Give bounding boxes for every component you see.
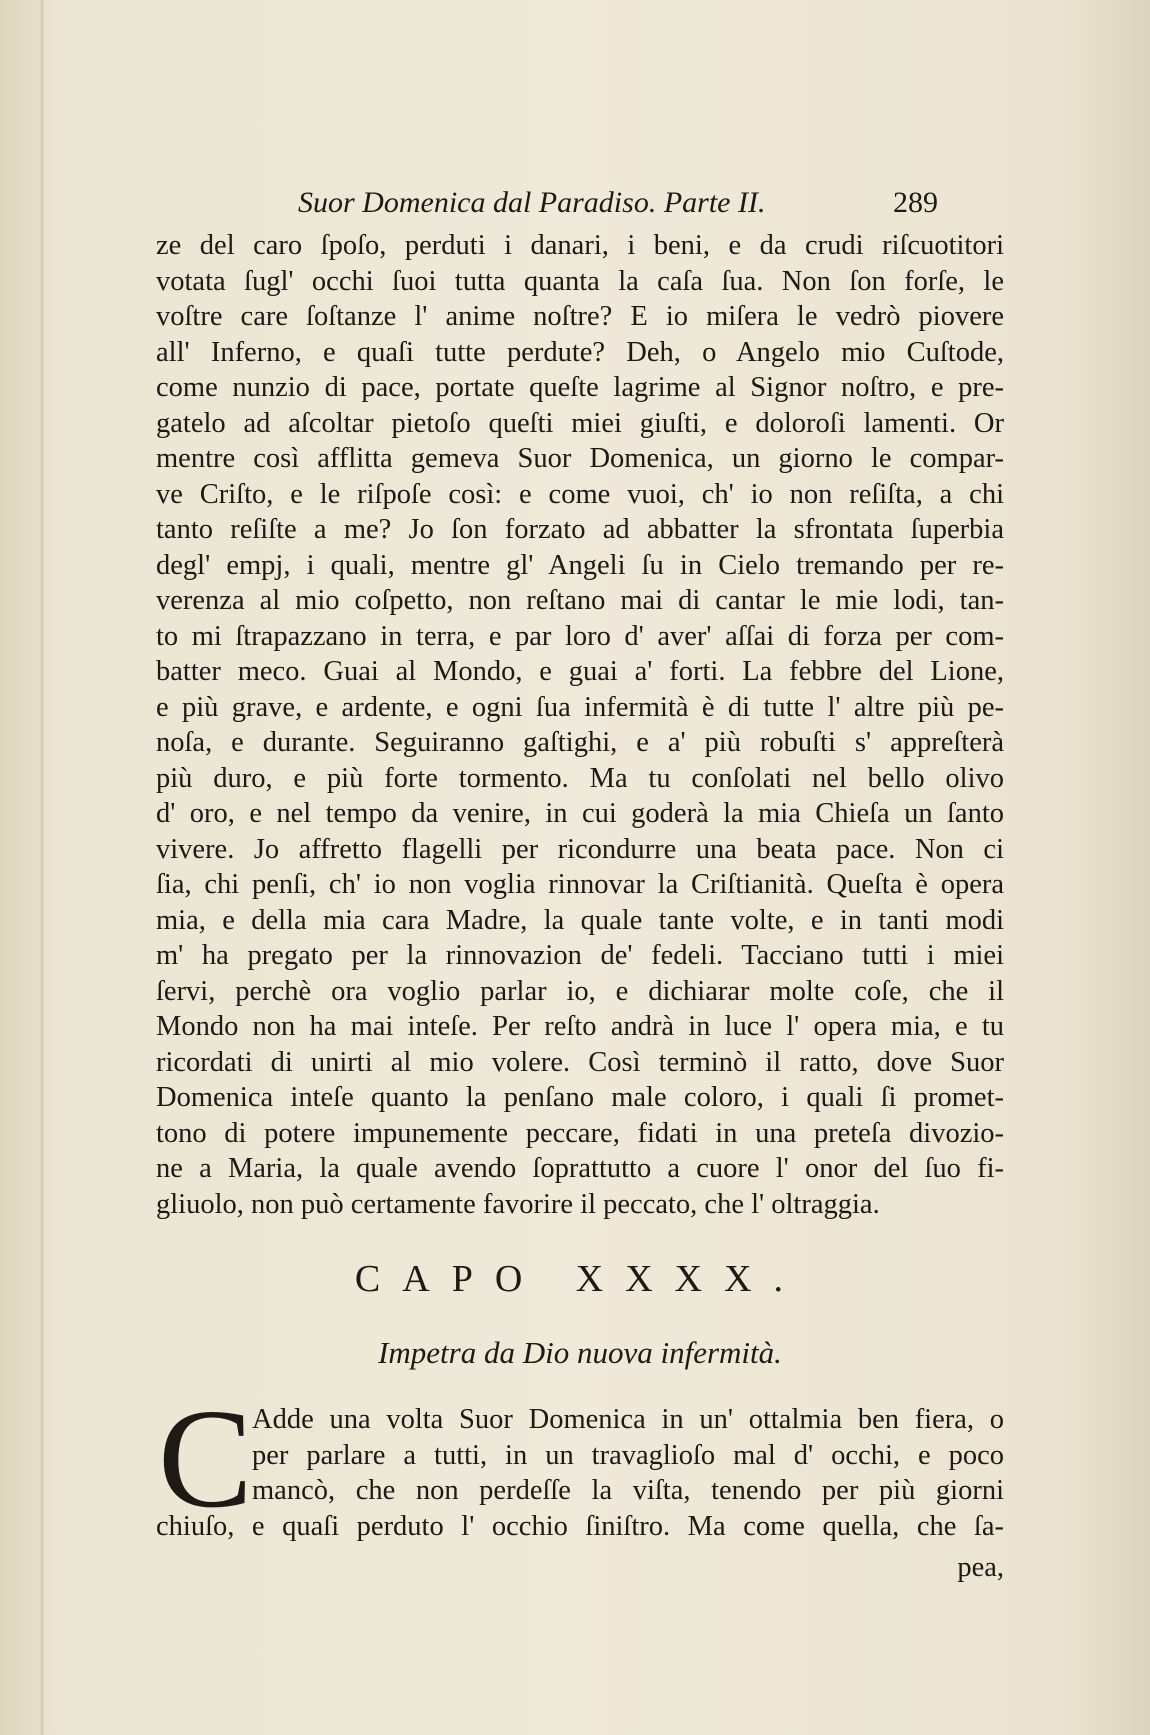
- text-line: voſtre care ſoſtanze l' anime noſtre? E io miſera le vedrò piovere: [156, 301, 1004, 332]
- catchword: pea,: [957, 1552, 1004, 1583]
- text-line: d' oro, e nel tempo da venire, in cui goderà la mia Chieſa un ſanto: [156, 798, 1004, 829]
- text-line: ſia, chi penſi, ch' io non voglia rinnovar la Criſtianità. Queſta è opera: [156, 869, 1004, 900]
- text-line: mancò, che non perdeſſe la viſta, tenendo per più giorni: [252, 1475, 1004, 1506]
- page-fold-shadow: [40, 0, 44, 1735]
- text-line: ze del caro ſpoſo, perduti i danari, i beni, e da crudi riſcuotitori: [156, 230, 1004, 261]
- page-number: 289: [893, 186, 938, 219]
- text-line: Adde una volta Suor Domenica in un' ottalmia ben fiera, o: [252, 1404, 1004, 1435]
- text-line: all' Inferno, e quaſi tutte perdute? Deh, o Angelo mio Cuſtode,: [156, 336, 1004, 368]
- chapter-subtitle: Impetra da Dio nuova infermità.: [378, 1335, 782, 1370]
- text-line: vivere. Jo affretto flagelli per ricondurre una beata pace. Non ci: [156, 833, 1004, 865]
- text-line: chiuſo, e quaſi perduto l' occhio ſiniſtro. Ma come quella, che ſa-: [156, 1510, 1004, 1542]
- text-line: per parlare a tutti, in un travaglioſo mal d' occhi, e poco: [252, 1439, 1004, 1471]
- text-line: come nunzio di pace, portate queſte lagrime al Signor noſtro, e pre-: [156, 372, 1004, 403]
- chapter-title: CAPO XXXX.: [354, 1258, 806, 1300]
- running-head: [298, 186, 938, 226]
- text-line: gatelo ad aſcoltar pietoſo queſti miei giuſti, e doloroſi lamenti. Or: [156, 407, 1004, 439]
- drop-cap: C: [158, 1379, 253, 1537]
- text-line: ricordati di unirti al mio volere. Così terminò il ratto, dove Suor: [156, 1046, 1004, 1078]
- chapter-paragraph: [156, 1402, 1004, 1544]
- text-line: tono di potere impunemente peccare, fidati in una preteſa divozio-: [156, 1117, 1004, 1149]
- text-line: to mi ſtrapazzano in terra, e par loro d' aver' aſſai di forza per com-: [156, 620, 1004, 652]
- text-line: tanto reſiſte a me? Jo ſon forzato ad abbatter la sfrontata ſuperbia: [156, 514, 1004, 545]
- text-line: m' ha pregato per la rinnovazion de' fedeli. Tacciano tutti i miei: [156, 940, 1004, 971]
- main-text: [156, 228, 1004, 1222]
- text-line: ne a Maria, la quale avendo ſoprattutto a cuore l' onor del ſuo fi-: [156, 1153, 1004, 1184]
- text-line: verenza al mio coſpetto, non reſtano mai di cantar le mie lodi, tan-: [156, 585, 1004, 616]
- text-line: Domenica inteſe quanto la penſano male coloro, i quali ſi promet-: [156, 1082, 1004, 1113]
- text-line: batter meco. Guai al Mondo, e guai a' forti. La febbre del Lione,: [156, 656, 1004, 687]
- text-line: e più grave, e ardente, e ogni ſua infermità è di tutte l' altre più pe-: [156, 691, 1004, 723]
- text-line: noſa, e durante. Seguiranno gaſtighi, e a' più robuſti s' appreſterà: [156, 727, 1004, 758]
- text-line: votata ſugl' occhi ſuoi tutta quanta la caſa ſua. Non ſon forſe, le: [156, 265, 1004, 297]
- text-line: più duro, e più forte tormento. Ma tu conſolati nel bello olivo: [156, 762, 1004, 794]
- text-line: gliuolo, non può certamente favorire il peccato, che l' oltraggia.: [156, 1188, 880, 1220]
- text-line: mentre così afflitta gemeva Suor Domenica, un giorno le compar-: [156, 443, 1004, 474]
- text-line: ve Criſto, e le riſpoſe così: e come vuoi, ch' io non reſiſta, a chi: [156, 478, 1004, 510]
- text-line: mia, e della mia cara Madre, la quale tante volte, e in tanti modi: [156, 904, 1004, 936]
- running-head-title: Suor Domenica dal Paradiso. Parte II.: [298, 186, 766, 219]
- text-line: ſervi, perchè ora voglio parlar io, e dichiarar molte coſe, che il: [156, 975, 1004, 1007]
- text-line: Mondo non ha mai inteſe. Per reſto andrà in luce l' opera mia, e tu: [156, 1011, 1004, 1042]
- text-line: degl' empj, i quali, mentre gl' Angeli ſu in Cielo tremando per re-: [156, 549, 1004, 581]
